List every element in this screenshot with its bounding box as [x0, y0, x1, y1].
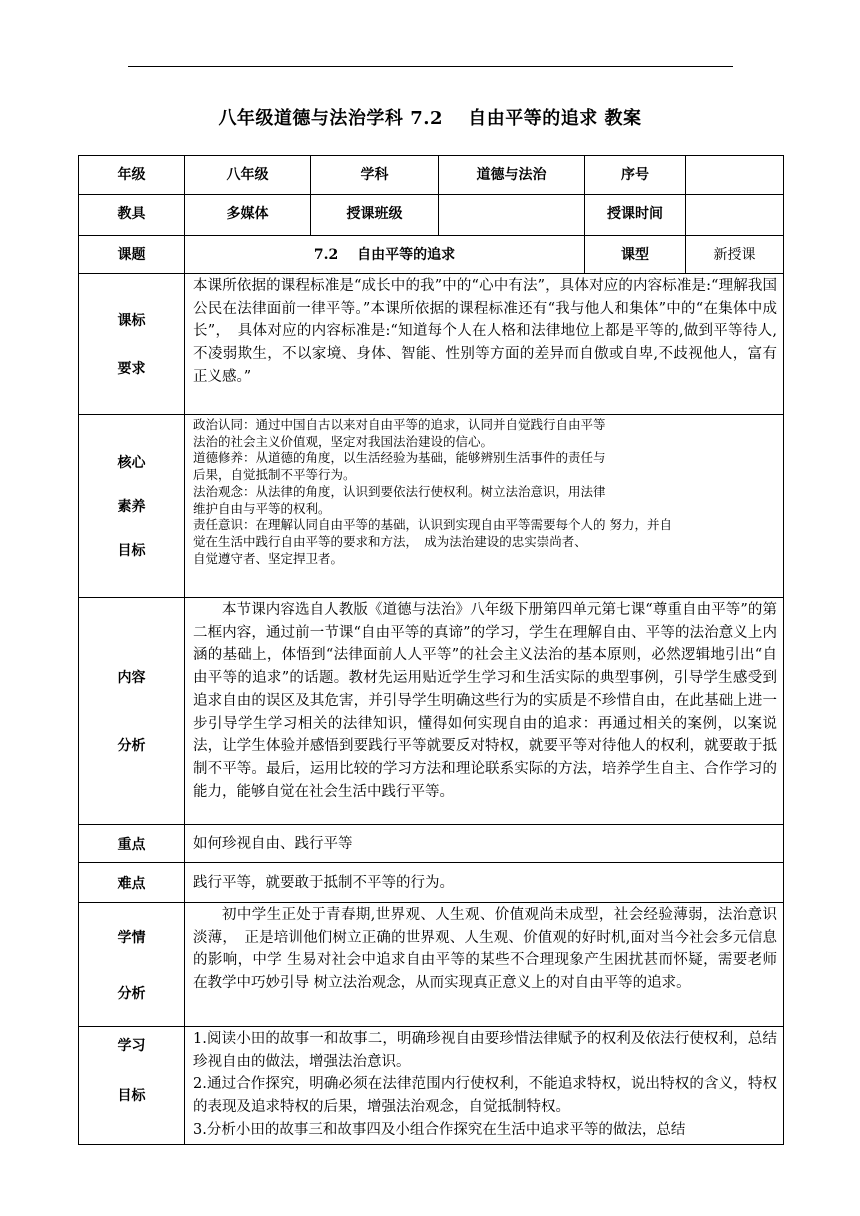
core-line: 责任意识：在理解认同自由平等的基础，认识到实现自由平等需要每个人的 努力，并自	[193, 517, 672, 533]
core-line: 后果，自觉抵制不平等行为。	[193, 467, 356, 483]
tools-label: 教具	[79, 195, 185, 236]
students-label	[79, 903, 185, 1027]
page-title: 八年级道德与法治学科 7.2 自由平等的追求 教案	[218, 108, 642, 129]
goals-label	[79, 1027, 185, 1145]
grade-value: 八年级	[185, 156, 311, 195]
goals-text	[185, 1027, 784, 1145]
core-line: 道德修养：从道德的角度，以生活经验为基础，能够辨别生活事件的责任与	[193, 450, 606, 466]
core-label-1: 核心	[117, 455, 146, 471]
time-label: 授课时间	[585, 195, 686, 236]
core-line: 觉在生活中践行自由平等的要求和方法， 成为法治建设的忠实崇尚者、	[193, 533, 587, 549]
grade-label: 年级	[79, 156, 185, 195]
core-label-2: 素养	[117, 499, 146, 515]
type-label: 课型	[585, 236, 686, 274]
core-line: 自觉遵守者、坚定捍卫者。	[193, 550, 344, 566]
goal-item: 3.分析小田的故事三和故事四及小组合作探究在生活中追求平等的做法，总结	[193, 1121, 686, 1138]
class-value	[439, 195, 585, 236]
difficulty-text: 践行平等，就要敢于抵制不平等的行为。	[185, 863, 784, 903]
core-line: 政治认同：通过中国自古以来对自由平等的追求，认同并自觉践行自由平等	[193, 417, 606, 432]
content-label-1: 内容	[117, 670, 146, 686]
standard-text: 本课所依据的课程标准是“成长中的我”中的“心中有法”，具体对应的内容标准是:“理解我国 公民在法律面前一律平等。”本课所依据的课程标准还有“我与他人和集体”中的“在集体中成长”， 具体对应的内容标准是:“知道每个人在人格和法律地位上都是平等的,做到平等待人,不凌弱欺生，不以家境、身体、智能、性别等方面的差异而自傲或自卑,不歧视他人，富有正义感。”	[185, 274, 784, 415]
goal-item: 1.阅读小田的故事一和故事二，明确珍视自由要珍惜法律赋予的权利及依法行使权利，总结珍视自由的做法，增强法治意识。	[193, 1031, 777, 1070]
core-text	[185, 415, 784, 598]
info-row-2	[79, 195, 784, 236]
students-label-1: 学情	[117, 929, 146, 946]
key-point-row	[79, 825, 784, 863]
content-label-2: 分析	[117, 738, 146, 754]
standard-label-2: 要求	[117, 361, 146, 377]
difficulty-label: 难点	[79, 863, 185, 903]
time-value	[686, 195, 784, 236]
core-line: 维护自由与平等的权利。	[193, 500, 331, 516]
core-line: 法治观念：从法律的角度，认识到要依法行使权利。树立法治意识，用法律	[193, 483, 606, 499]
core-label	[79, 415, 185, 598]
content-text: 本节课内容选自人教版《道德与法治》八年级下册第四单元第七课“尊重自由平等”的第二框内容，通过前一节课“自由平等的真谛”的学习，学生在理解自由、平等的法治意义上内涵的基础上，体悟到“法律面前人人平等”的社会主义法治的基本原则，必然逻辑地引出“自由平等的追求”的话题。教材先运用贴近学生学习和生活实际的典型事例，引导学生感受到追求自由的误区及其危害，并引导学生明确这些行为的实质是不珍惜自由，在此基础上进一步引导学生学习相关的法律知识，懂得如何实现自由的追求：再通过相关的案例，以案说法，让学生体验并感悟到要践行平等就要反对特权，就要平等对待他人的权利，就要敢于抵制不平等。最后，运用比较的学习方法和理论联系实际的方法，培养学生自主、合作学习的能力，能够自觉在社会生活中践行平等。	[185, 598, 784, 825]
goals-label-1: 学习	[117, 1038, 146, 1054]
type-value: 新授课	[686, 236, 784, 274]
key-point-text: 如何珍视自由、践行平等	[185, 825, 784, 863]
topic-row	[79, 236, 784, 274]
seq-value	[686, 156, 784, 195]
core-label-3: 目标	[117, 543, 146, 559]
content-row	[79, 598, 784, 825]
standard-row	[79, 274, 784, 415]
subject-value: 道德与法治	[439, 156, 585, 195]
header-rule	[128, 66, 733, 67]
lesson-plan-table	[78, 155, 792, 1145]
topic-label: 课题	[79, 236, 185, 274]
students-label-2: 分析	[117, 985, 146, 1002]
seq-label: 序号	[585, 156, 686, 195]
students-text: 初中学生正处于青春期,世界观、人生观、价值观尚未成型，社会经验薄弱，法治意识淡薄， 正是培训他们树立正确的世界观、人生观、价值观的好时机,面对当今社会多元信息的影响，中学 生易对社会中追求自由平等的某些不合理现象产生困扰甚而怀疑，需要老师在教学中巧妙引导 树立法治观念，从而实现真正意义上的对自由平等的追求。	[185, 903, 784, 1027]
key-point-label: 重点	[79, 825, 185, 863]
content-label	[79, 598, 185, 825]
core-line: 法治的社会主义价值观，坚定对我国法治建设的信心。	[193, 433, 494, 449]
class-label: 授课班级	[311, 195, 439, 236]
standard-label	[79, 274, 185, 415]
topic-value: 7.2 自由平等的追求	[185, 236, 585, 274]
difficulty-row	[79, 863, 784, 903]
standard-label-1: 课标	[117, 313, 146, 329]
info-row-1	[79, 156, 784, 195]
tools-value: 多媒体	[185, 195, 311, 236]
subject-label: 学科	[311, 156, 439, 195]
students-row	[79, 903, 784, 1027]
goals-label-2: 目标	[117, 1088, 146, 1104]
goals-row	[79, 1027, 784, 1145]
goal-item: 2.通过合作探究，明确必须在法律范围内行使权利，不能追求特权，说出特权的含义，特权的表现及追求特权的后果，增强法治观念，自觉抵制特权。	[193, 1076, 777, 1116]
core-row	[79, 415, 784, 598]
